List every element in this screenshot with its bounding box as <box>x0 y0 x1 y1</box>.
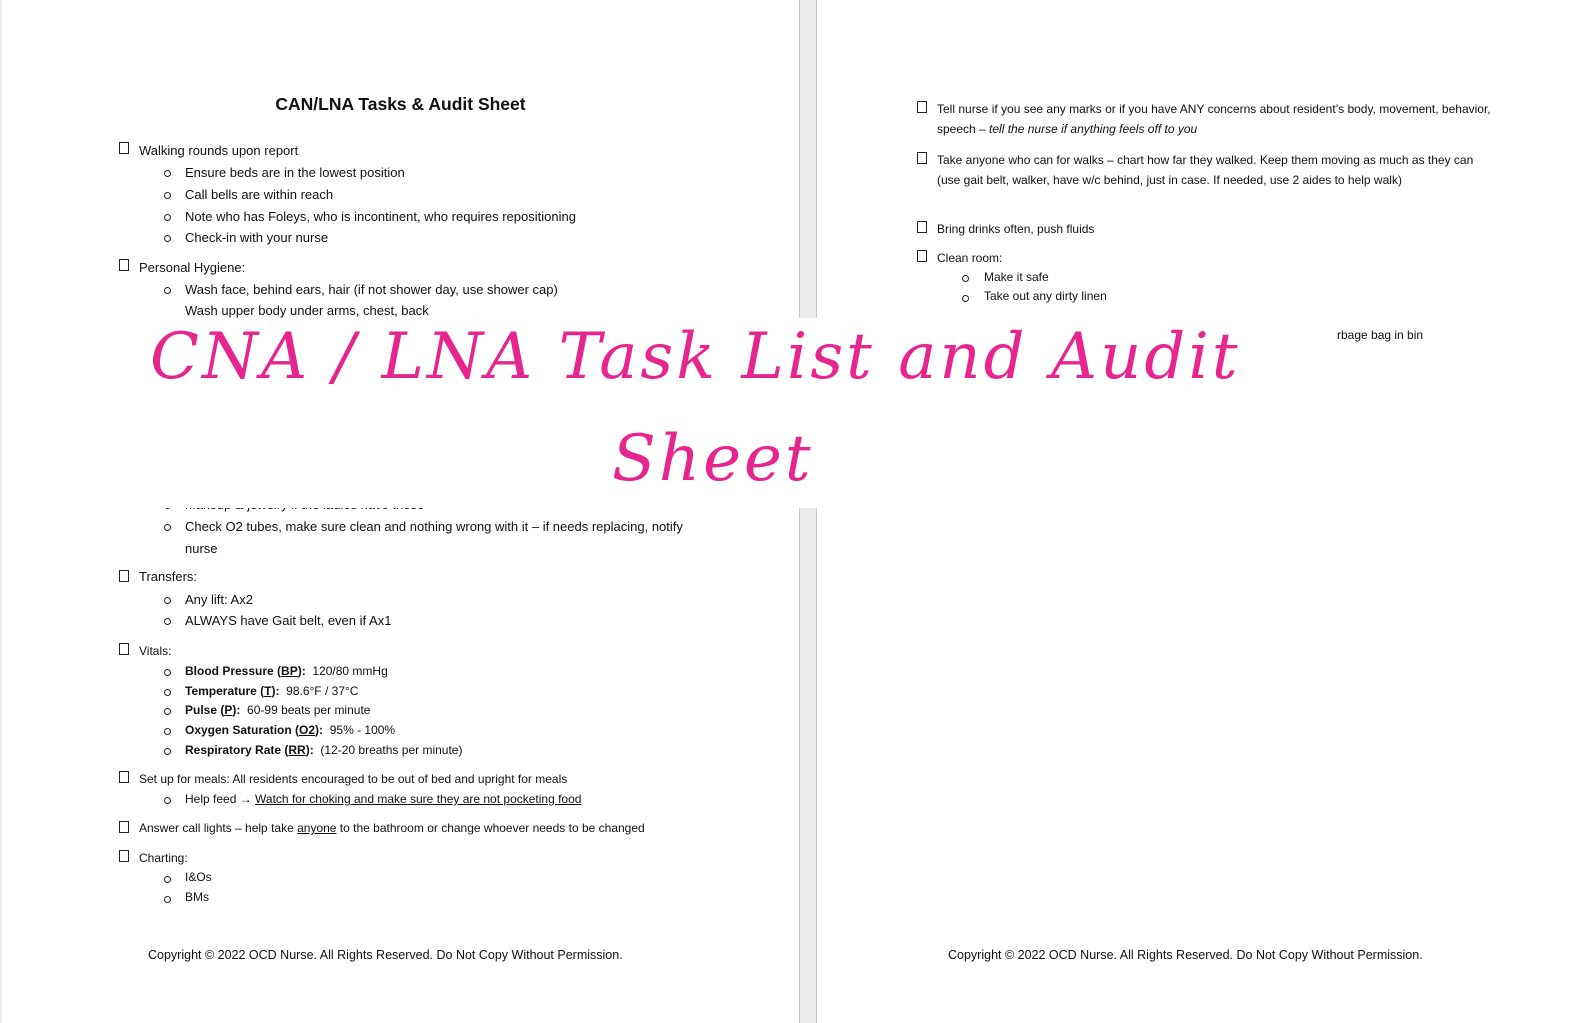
vital-pulse: Pulse (P): 60-99 beats per minute <box>185 703 371 717</box>
vital-bp: Blood Pressure (BP): 120/80 mmHg <box>185 664 388 678</box>
transfers-checkbox[interactable] <box>119 570 129 582</box>
vitals-checkbox[interactable] <box>119 643 129 655</box>
transfers-label: Transfers: <box>139 569 198 584</box>
bullet-icon <box>164 728 171 735</box>
bullet-icon <box>164 524 171 531</box>
document-title: CAN/LNA Tasks & Audit Sheet <box>275 94 526 114</box>
list-item: Ensure beds are in the lowest position <box>185 165 405 180</box>
clean-room-checkbox[interactable] <box>917 250 927 262</box>
right-page <box>816 0 1588 1023</box>
charting-label: Charting: <box>139 851 188 865</box>
list-item: Any lift: Ax2 <box>185 592 253 607</box>
bullet-icon <box>164 192 171 199</box>
bullet-icon <box>164 797 171 804</box>
bullet-icon <box>164 708 171 715</box>
bullet-icon <box>164 669 171 676</box>
bullet-icon <box>164 287 171 294</box>
bullet-icon <box>164 170 171 177</box>
tell-nurse-text: Tell nurse if you see any marks or if you have ANY concerns about resident’s body, movement, behavior, speech – tell the nurse if anything feels off to you <box>937 102 1491 136</box>
meals-label: Set up for meals: All residents encouraged to be out of bed and upright for meals <box>139 772 568 786</box>
bullet-icon <box>164 876 171 883</box>
bullet-icon <box>962 275 969 282</box>
bullet-icon <box>164 618 171 625</box>
bullet-icon <box>164 235 171 242</box>
vital-temperature: Temperature (T): 98.6°F / 37°C <box>185 684 359 698</box>
list-item: Wash upper body under arms, chest, back <box>185 303 429 318</box>
drinks-checkbox[interactable] <box>917 221 927 233</box>
list-item: Wash face, behind ears, hair (if not shower day, use shower cap) <box>185 282 558 297</box>
overlay-title-line2: Sheet <box>612 422 814 496</box>
vital-oxygen: Oxygen Saturation (O2): 95% - 100% <box>185 723 396 737</box>
charting-checkbox[interactable] <box>119 850 129 862</box>
list-item: Check-in with your nurse <box>185 230 329 245</box>
list-item: I&Os <box>185 870 212 884</box>
walks-checkbox[interactable] <box>917 152 927 164</box>
help-feed-item: Help feed → Watch for choking and make sure they are not pocketing food <box>185 792 582 806</box>
arrow-right-icon: → <box>239 792 252 806</box>
copyright-text: Copyright © 2022 OCD Nurse. All Rights Reserved. Do Not Copy Without Permission. <box>948 948 1423 962</box>
overlay-title-line1: CNA / LNA Task List and Audit <box>150 320 1241 394</box>
call-lights-checkbox[interactable] <box>119 821 129 833</box>
left-page <box>2 0 800 1023</box>
bullet-icon <box>164 689 171 696</box>
bullet-icon <box>164 214 171 221</box>
bullet-icon <box>164 748 171 755</box>
bullet-icon <box>962 295 969 302</box>
clean-room-label: Clean room: <box>937 251 1003 265</box>
list-item: ALWAYS have Gait belt, even if Ax1 <box>185 613 392 628</box>
list-item: Take out any dirty linen <box>984 289 1107 303</box>
list-item: Call bells are within reach <box>185 187 334 202</box>
list-item: Note who has Foleys, who is incontinent, who requires repositioning <box>185 209 576 224</box>
call-lights-label: Answer call lights – help take anyone to the bathroom or change whoever needs to be changed <box>139 821 645 835</box>
walks-text: Take anyone who can for walks – chart how far they walked. Keep them moving as much as they can (use gait belt, walker, have w/c behind, just in case. If needed, use 2 aides to help walk) <box>937 153 1474 187</box>
meals-checkbox[interactable] <box>119 771 129 783</box>
list-item: Make it safe <box>984 270 1049 284</box>
vitals-label: Vitals: <box>139 644 172 658</box>
hygiene-label: Personal Hygiene: <box>139 260 246 275</box>
list-item: BMs <box>185 890 209 904</box>
hygiene-checkbox[interactable] <box>119 259 129 271</box>
tell-nurse-checkbox[interactable] <box>917 101 927 113</box>
copyright-text: Copyright © 2022 OCD Nurse. All Rights Reserved. Do Not Copy Without Permission. <box>148 948 623 962</box>
list-item: Check O2 tubes, make sure clean and nothing wrong with it – if needs replacing, notify nurse <box>185 519 683 556</box>
partial-text: rbage bag in bin <box>1337 328 1424 342</box>
walking-rounds-label: Walking rounds upon report <box>139 143 299 158</box>
walking-rounds-checkbox[interactable] <box>119 142 129 154</box>
bullet-icon <box>164 896 171 903</box>
bullet-icon <box>164 597 171 604</box>
drinks-text: Bring drinks often, push fluids <box>937 222 1095 236</box>
vital-respiratory: Respiratory Rate (RR): (12-20 breaths per minute) <box>185 743 463 757</box>
